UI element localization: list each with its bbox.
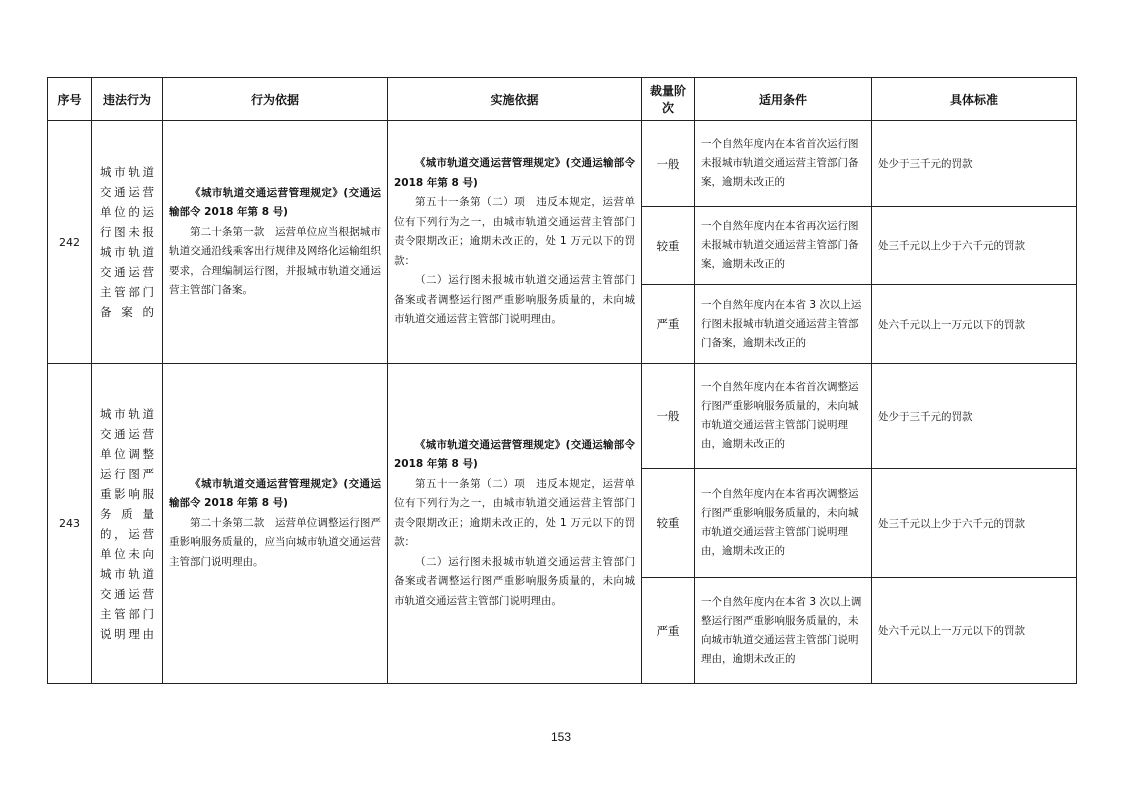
level-label: 较重	[642, 207, 695, 285]
table-row	[48, 121, 1077, 207]
header-violation: 违法行为	[92, 78, 163, 121]
level-label: 严重	[642, 285, 695, 364]
level-standard: 处少于三千元的罚款	[872, 364, 1077, 469]
row-seq: 243	[48, 364, 92, 684]
impl-text-1: 第五十一条第（二）项 违反本规定，运营单位有下列行为之一，由城市轨道交通运营主管部门责令限期改正；逾期未改正的，处 1 万元以下的罚款：	[394, 477, 635, 549]
basis-text: 第二十条第一款 运营单位应当根据城市轨道交通沿线乘客出行规律及网络化运输组织要求，合理编制运行图，并报城市轨道交通运营主管部门备案。	[169, 225, 381, 296]
level-label: 一般	[642, 364, 695, 469]
table-row	[48, 364, 1077, 469]
row-violation: 城市轨道交通运营单位调整运行图严重影响服务质量的，运营单位未向城市轨道交通运营主管部门说明理由	[92, 364, 163, 684]
impl-title: 《城市轨道交通运营管理规定》(交通运输部令 2018 年第 8 号)	[394, 157, 635, 189]
header-legal-basis: 行为依据	[163, 78, 388, 121]
level-standard: 处少于三千元的罚款	[872, 121, 1077, 207]
basis-title: 《城市轨道交通运营管理规定》(交通运输部令 2018 年第 8 号)	[169, 477, 381, 510]
level-condition: 一个自然年度内在本省首次调整运行图严重影响服务质量的，未向城市轨道交通运营主管部门说明理由，逾期未改正的	[695, 364, 872, 469]
basis-title: 《城市轨道交通运营管理规定》(交通运输部令 2018 年第 8 号)	[169, 186, 381, 218]
impl-text-2: （二）运行图未报城市轨道交通运营主管部门备案或者调整运行图严重影响服务质量的，未向城市轨道交通运营主管部门说明理由。	[394, 555, 635, 607]
level-label: 一般	[642, 121, 695, 207]
header-seq: 序号	[48, 78, 92, 121]
header-row	[48, 78, 1077, 121]
row-violation: 城市轨道交通运营单位的运行图未报城市轨道交通运营主管部门备案的	[92, 121, 163, 364]
impl-text-2: （二）运行图未报城市轨道交通运营主管部门备案或者调整运行图严重影响服务质量的，未向城市轨道交通运营主管部门说明理由。	[394, 274, 635, 326]
level-label: 严重	[642, 578, 695, 684]
level-condition: 一个自然年度内在本省再次调整运行图严重影响服务质量的，未向城市轨道交通运营主管部门说明理由，逾期未改正的	[695, 469, 872, 578]
level-standard: 处三千元以上少于六千元的罚款	[872, 469, 1077, 578]
level-condition: 一个自然年度内在本省 3 次以上调整运行图严重影响服务质量的，未向城市轨道交通运营主管部门说明理由，逾期未改正的	[695, 578, 872, 684]
basis-text: 第二十条第二款 运营单位调整运行图严重影响服务质量的，应当向城市轨道交通运营主管部门说明理由。	[169, 516, 381, 568]
row-enforcement-basis	[388, 364, 642, 684]
level-condition: 一个自然年度内在本省 3 次以上运行图未报城市轨道交通运营主管部门备案，逾期未改正的	[695, 285, 872, 364]
header-conditions: 适用条件	[695, 78, 872, 121]
row-legal-basis	[163, 121, 388, 364]
row-seq: 242	[48, 121, 92, 364]
page-number: 153	[550, 730, 572, 744]
row-legal-basis	[163, 364, 388, 684]
header-enforcement-basis: 实施依据	[388, 78, 642, 121]
level-label: 较重	[642, 469, 695, 578]
row-enforcement-basis	[388, 121, 642, 364]
penalty-standard-table	[47, 77, 1077, 684]
level-standard: 处三千元以上少于六千元的罚款	[872, 207, 1077, 285]
level-standard: 处六千元以上一万元以下的罚款	[872, 285, 1077, 364]
impl-text-1: 第五十一条第（二）项 违反本规定，运营单位有下列行为之一，由城市轨道交通运营主管部门责令限期改正；逾期未改正的，处 1 万元以下的罚款：	[394, 196, 635, 267]
level-standard: 处六千元以上一万元以下的罚款	[872, 578, 1077, 684]
level-condition: 一个自然年度内在本省首次运行图未报城市轨道交通运营主管部门备案，逾期未改正的	[695, 121, 872, 207]
header-discretion-level: 裁量阶次	[642, 78, 695, 121]
impl-title: 《城市轨道交通运营管理规定》(交通运输部令 2018 年第 8 号)	[394, 438, 635, 471]
level-condition: 一个自然年度内在本省再次运行图未报城市轨道交通运营主管部门备案，逾期未改正的	[695, 207, 872, 285]
header-standard: 具体标准	[872, 78, 1077, 121]
